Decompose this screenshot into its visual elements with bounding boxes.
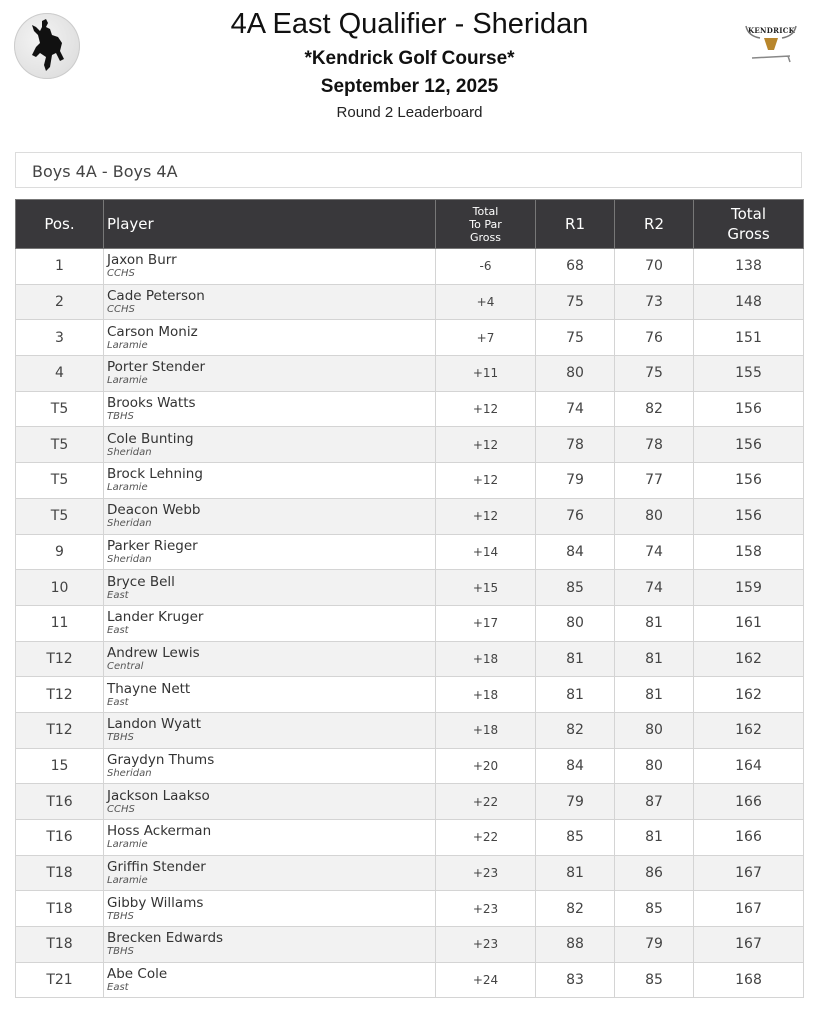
cell-r1: 82 bbox=[536, 891, 615, 927]
cell-r2: 86 bbox=[615, 855, 694, 891]
table-row[interactable] bbox=[16, 249, 804, 285]
cell-r2: 75 bbox=[615, 356, 694, 392]
cell-to-par: +23 bbox=[436, 855, 536, 891]
cell-pos: T18 bbox=[16, 927, 104, 963]
cell-r1: 79 bbox=[536, 784, 615, 820]
cell-total-gross: 168 bbox=[694, 962, 804, 998]
cell-r1: 81 bbox=[536, 641, 615, 677]
cell-pos: 15 bbox=[16, 748, 104, 784]
cell-pos: T12 bbox=[16, 641, 104, 677]
cell-to-par: +12 bbox=[436, 463, 536, 499]
cell-total-gross: 167 bbox=[694, 891, 804, 927]
table-row[interactable] bbox=[16, 498, 804, 534]
cell-player bbox=[104, 284, 436, 320]
cell-total-gross: 167 bbox=[694, 855, 804, 891]
player-name[interactable]: Porter Stender bbox=[107, 359, 206, 376]
course-name: *Kendrick Golf Course* bbox=[304, 48, 515, 69]
cell-to-par: +22 bbox=[436, 784, 536, 820]
cell-to-par: +18 bbox=[436, 641, 536, 677]
cell-r2: 80 bbox=[615, 748, 694, 784]
cell-to-par: +14 bbox=[436, 534, 536, 570]
cell-player bbox=[104, 855, 436, 891]
player-school: Laramie bbox=[107, 875, 148, 887]
player-name[interactable]: Carson Moniz bbox=[107, 323, 198, 340]
cell-player bbox=[104, 427, 436, 463]
cell-r2: 81 bbox=[615, 677, 694, 713]
cell-pos: T16 bbox=[16, 784, 104, 820]
cell-pos: T12 bbox=[16, 712, 104, 748]
leaderboard-table bbox=[15, 199, 804, 998]
player-name[interactable]: Lander Kruger bbox=[107, 609, 204, 626]
col-total-line1: Total bbox=[730, 205, 767, 223]
player-name[interactable]: Landon Wyatt bbox=[107, 716, 201, 733]
cell-to-par: +4 bbox=[436, 284, 536, 320]
cell-r1: 75 bbox=[536, 284, 615, 320]
cell-pos: T5 bbox=[16, 427, 104, 463]
cell-total-gross: 162 bbox=[694, 677, 804, 713]
cell-pos: T5 bbox=[16, 498, 104, 534]
cell-r1: 81 bbox=[536, 677, 615, 713]
player-school: Sheridan bbox=[107, 767, 152, 779]
table-row[interactable] bbox=[16, 712, 804, 748]
cell-total-gross: 164 bbox=[694, 748, 804, 784]
page-header bbox=[0, 0, 819, 130]
player-name[interactable]: Brock Lehning bbox=[107, 466, 203, 483]
cell-total-gross: 166 bbox=[694, 820, 804, 856]
cell-total-gross: 156 bbox=[694, 498, 804, 534]
cell-player bbox=[104, 249, 436, 285]
col-pos[interactable]: Pos. bbox=[16, 200, 104, 249]
cell-total-gross: 162 bbox=[694, 712, 804, 748]
player-name[interactable]: Brooks Watts bbox=[107, 395, 196, 412]
kendrick-longhorn-logo-icon bbox=[744, 22, 798, 66]
cell-r2: 82 bbox=[615, 391, 694, 427]
cell-to-par: +20 bbox=[436, 748, 536, 784]
cell-total-gross: 156 bbox=[694, 427, 804, 463]
player-name[interactable]: Deacon Webb bbox=[107, 502, 201, 519]
player-school: CCHS bbox=[107, 304, 135, 316]
player-school: East bbox=[107, 982, 129, 994]
col-r1[interactable]: R1 bbox=[536, 200, 615, 249]
cell-pos: 1 bbox=[16, 249, 104, 285]
cell-r2: 70 bbox=[615, 249, 694, 285]
table-row[interactable] bbox=[16, 570, 804, 606]
cell-to-par: +23 bbox=[436, 927, 536, 963]
player-school: TBHS bbox=[107, 732, 134, 744]
cell-r1: 88 bbox=[536, 927, 615, 963]
table-row[interactable] bbox=[16, 748, 804, 784]
cell-player bbox=[104, 641, 436, 677]
cell-r2: 81 bbox=[615, 605, 694, 641]
cell-r1: 76 bbox=[536, 498, 615, 534]
table-row[interactable] bbox=[16, 391, 804, 427]
player-name[interactable]: Parker Rieger bbox=[107, 537, 198, 554]
cell-pos: T12 bbox=[16, 677, 104, 713]
cell-pos: 9 bbox=[16, 534, 104, 570]
table-row[interactable] bbox=[16, 677, 804, 713]
cell-r1: 84 bbox=[536, 748, 615, 784]
table-row[interactable] bbox=[16, 284, 804, 320]
cell-to-par: +22 bbox=[436, 820, 536, 856]
table-row[interactable] bbox=[16, 784, 804, 820]
cell-player bbox=[104, 605, 436, 641]
cell-player bbox=[104, 391, 436, 427]
cell-r2: 77 bbox=[615, 463, 694, 499]
player-name[interactable]: Graydyn Thums bbox=[107, 751, 215, 768]
table-row[interactable] bbox=[16, 641, 804, 677]
cell-r2: 81 bbox=[615, 820, 694, 856]
cell-pos: T21 bbox=[16, 962, 104, 998]
cell-to-par: +15 bbox=[436, 570, 536, 606]
player-school: CCHS bbox=[107, 803, 135, 815]
player-name[interactable]: Abe Cole bbox=[107, 966, 168, 983]
player-name[interactable]: Gibby Willams bbox=[107, 894, 204, 911]
cell-pos: T18 bbox=[16, 891, 104, 927]
col-to-par[interactable] bbox=[436, 200, 536, 249]
player-school: CCHS bbox=[107, 268, 135, 280]
table-row[interactable] bbox=[16, 891, 804, 927]
player-name[interactable]: Hoss Ackerman bbox=[107, 823, 212, 840]
cell-pos: 11 bbox=[16, 605, 104, 641]
cell-player bbox=[104, 356, 436, 392]
round-label: Round 2 Leaderboard bbox=[336, 104, 483, 121]
player-school: East bbox=[107, 625, 129, 637]
cell-player bbox=[104, 712, 436, 748]
cell-r1: 85 bbox=[536, 820, 615, 856]
player-name[interactable]: Andrew Lewis bbox=[107, 644, 200, 661]
cell-player bbox=[104, 534, 436, 570]
table-row[interactable] bbox=[16, 534, 804, 570]
cell-total-gross: 156 bbox=[694, 463, 804, 499]
cell-total-gross: 166 bbox=[694, 784, 804, 820]
player-school: Laramie bbox=[107, 839, 148, 851]
cell-pos: 10 bbox=[16, 570, 104, 606]
cell-r2: 87 bbox=[615, 784, 694, 820]
cell-pos: 4 bbox=[16, 356, 104, 392]
cell-to-par: +11 bbox=[436, 356, 536, 392]
col-to-par-line2: To Par bbox=[469, 217, 502, 231]
cell-r2: 81 bbox=[615, 641, 694, 677]
cell-pos: T18 bbox=[16, 855, 104, 891]
cell-pos: 3 bbox=[16, 320, 104, 356]
cell-r2: 78 bbox=[615, 427, 694, 463]
cell-player bbox=[104, 463, 436, 499]
cell-to-par: +12 bbox=[436, 427, 536, 463]
cell-r2: 73 bbox=[615, 284, 694, 320]
table-header-row bbox=[16, 200, 804, 249]
player-name[interactable]: Jaxon Burr bbox=[107, 252, 177, 269]
player-name[interactable]: Cade Peterson bbox=[107, 288, 205, 305]
player-school: Laramie bbox=[107, 482, 148, 494]
col-to-par-line3: Gross bbox=[470, 230, 501, 244]
player-school: TBHS bbox=[107, 946, 134, 958]
cell-pos: T16 bbox=[16, 820, 104, 856]
cell-to-par: +17 bbox=[436, 605, 536, 641]
cell-r1: 83 bbox=[536, 962, 615, 998]
player-school: Laramie bbox=[107, 375, 148, 387]
cell-r1: 82 bbox=[536, 712, 615, 748]
table-row[interactable] bbox=[16, 605, 804, 641]
cell-r2: 85 bbox=[615, 891, 694, 927]
cell-total-gross: 158 bbox=[694, 534, 804, 570]
cell-r2: 76 bbox=[615, 320, 694, 356]
cell-r1: 85 bbox=[536, 570, 615, 606]
cell-r1: 75 bbox=[536, 320, 615, 356]
cell-to-par: -6 bbox=[436, 249, 536, 285]
cell-r2: 79 bbox=[615, 927, 694, 963]
player-school: Laramie bbox=[107, 339, 148, 351]
cell-total-gross: 161 bbox=[694, 605, 804, 641]
player-school: Sheridan bbox=[107, 518, 152, 530]
col-player[interactable]: Player bbox=[104, 200, 436, 249]
cell-to-par: +18 bbox=[436, 712, 536, 748]
cell-total-gross: 162 bbox=[694, 641, 804, 677]
cell-r1: 68 bbox=[536, 249, 615, 285]
cell-player bbox=[104, 962, 436, 998]
cell-player bbox=[104, 927, 436, 963]
cell-r1: 79 bbox=[536, 463, 615, 499]
cell-player bbox=[104, 820, 436, 856]
cell-r2: 74 bbox=[615, 534, 694, 570]
division-label: Boys 4A - Boys 4A bbox=[32, 162, 178, 181]
player-school: Sheridan bbox=[107, 553, 152, 565]
cell-total-gross: 148 bbox=[694, 284, 804, 320]
player-name[interactable]: Brecken Edwards bbox=[107, 930, 224, 947]
table-row[interactable] bbox=[16, 820, 804, 856]
cell-total-gross: 159 bbox=[694, 570, 804, 606]
division-selector[interactable] bbox=[15, 152, 802, 188]
cell-to-par: +12 bbox=[436, 498, 536, 534]
cell-player bbox=[104, 784, 436, 820]
table-row[interactable] bbox=[16, 427, 804, 463]
col-total-line2: Gross bbox=[727, 225, 770, 243]
player-name[interactable]: Thayne Nett bbox=[107, 680, 191, 697]
cell-player bbox=[104, 320, 436, 356]
cell-r2: 80 bbox=[615, 498, 694, 534]
col-to-par-line1: Total bbox=[472, 204, 499, 218]
cell-total-gross: 151 bbox=[694, 320, 804, 356]
cell-total-gross: 167 bbox=[694, 927, 804, 963]
cell-player bbox=[104, 748, 436, 784]
player-name[interactable]: Jackson Laakso bbox=[107, 787, 210, 804]
cell-r1: 81 bbox=[536, 855, 615, 891]
cell-to-par: +24 bbox=[436, 962, 536, 998]
event-date: September 12, 2025 bbox=[320, 76, 499, 97]
cell-total-gross: 138 bbox=[694, 249, 804, 285]
table-row[interactable] bbox=[16, 320, 804, 356]
col-total-gross[interactable] bbox=[694, 200, 804, 249]
cell-r1: 80 bbox=[536, 605, 615, 641]
cell-pos: T5 bbox=[16, 391, 104, 427]
player-school: East bbox=[107, 589, 129, 601]
table-row[interactable] bbox=[16, 855, 804, 891]
cell-r2: 80 bbox=[615, 712, 694, 748]
cell-total-gross: 155 bbox=[694, 356, 804, 392]
cell-r2: 74 bbox=[615, 570, 694, 606]
cell-r1: 80 bbox=[536, 356, 615, 392]
player-name[interactable]: Bryce Bell bbox=[107, 573, 175, 590]
cell-player bbox=[104, 677, 436, 713]
cell-total-gross: 156 bbox=[694, 391, 804, 427]
cell-player bbox=[104, 498, 436, 534]
cell-to-par: +18 bbox=[436, 677, 536, 713]
kendrick-logo-text: KENDRICK bbox=[748, 26, 796, 35]
page-title: 4A East Qualifier - Sheridan bbox=[230, 8, 589, 40]
cell-r1: 78 bbox=[536, 427, 615, 463]
cell-pos: T5 bbox=[16, 463, 104, 499]
cell-to-par: +12 bbox=[436, 391, 536, 427]
cell-pos: 2 bbox=[16, 284, 104, 320]
table-row[interactable] bbox=[16, 962, 804, 998]
table-row[interactable] bbox=[16, 356, 804, 392]
col-r2[interactable]: R2 bbox=[615, 200, 694, 249]
player-school: East bbox=[107, 696, 129, 708]
cell-to-par: +23 bbox=[436, 891, 536, 927]
cell-player bbox=[104, 891, 436, 927]
cell-r2: 85 bbox=[615, 962, 694, 998]
cell-r1: 84 bbox=[536, 534, 615, 570]
player-school: Central bbox=[107, 660, 144, 672]
player-name[interactable]: Griffin Stender bbox=[107, 859, 206, 876]
table-row[interactable] bbox=[16, 927, 804, 963]
cell-player bbox=[104, 570, 436, 606]
player-school: Sheridan bbox=[107, 446, 152, 458]
cell-r1: 74 bbox=[536, 391, 615, 427]
table-row[interactable] bbox=[16, 463, 804, 499]
player-name[interactable]: Cole Bunting bbox=[107, 430, 194, 447]
cell-to-par: +7 bbox=[436, 320, 536, 356]
player-school: TBHS bbox=[107, 411, 134, 423]
player-school: TBHS bbox=[107, 910, 134, 922]
